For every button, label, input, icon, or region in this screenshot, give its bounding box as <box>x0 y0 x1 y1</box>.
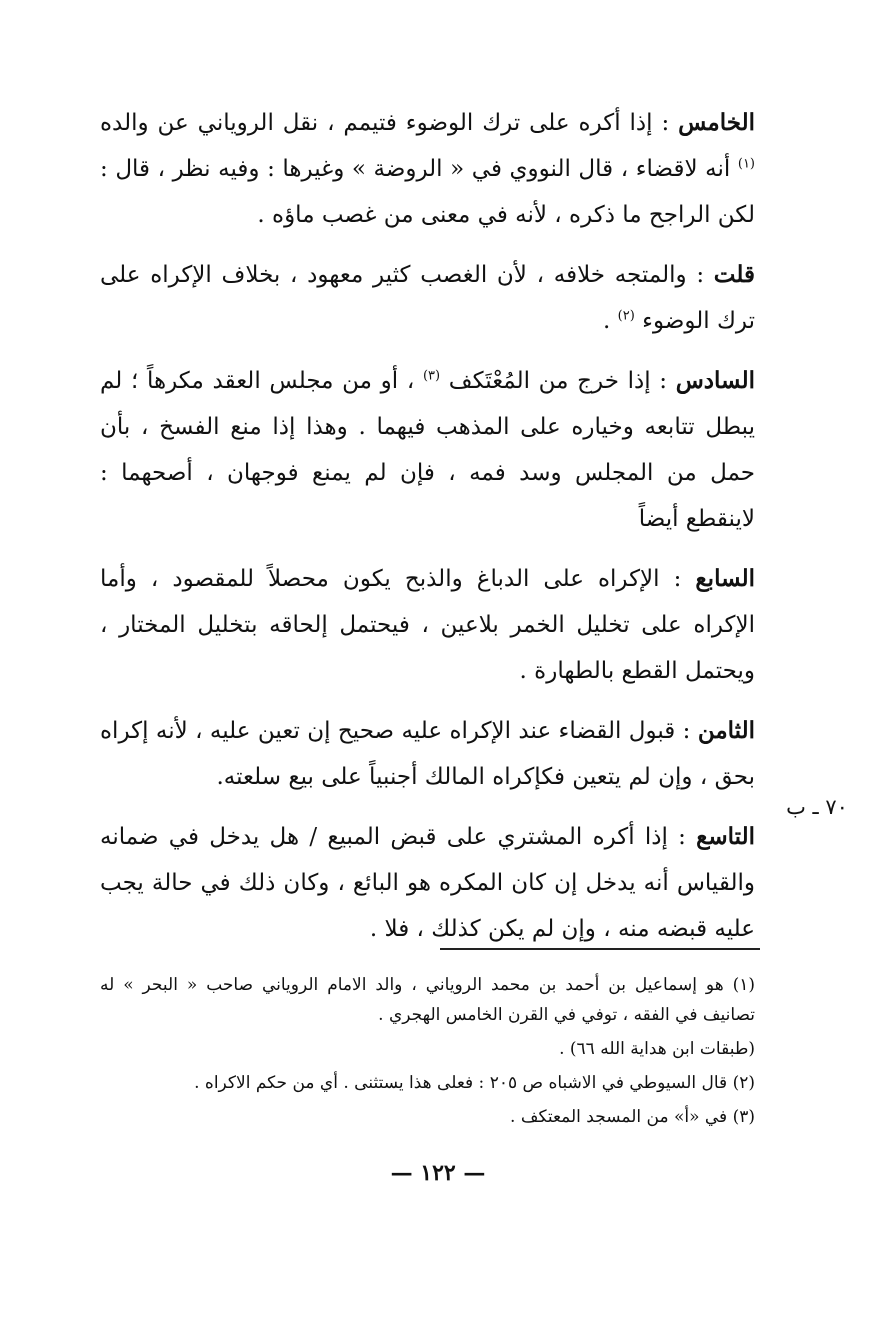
paragraph-lead: قلت <box>713 261 755 288</box>
footnote-3: (٣) في «أ» من المسجد المعتكف . <box>510 1107 755 1127</box>
paragraph-lead: الخامس <box>678 109 755 136</box>
paragraph-text: : قبول القضاء عند الإكراه عليه صحيح إن تعين عليه ، لأنه إكراه بحق ، وإن لم يتعين فكإكراه المالك أجنبياً على بيع سلعته. <box>100 718 755 790</box>
paragraph-text-continued: أنه لاقضاء ، قال النووي في « الروضة » وغيرها : وفيه نظر ، قال : لكن الراجح ما ذكره ، لأنه في معنى من غصب ماؤه . <box>100 156 755 228</box>
paragraph-seventh <box>100 556 755 694</box>
paragraph-lead: السابع <box>695 565 755 592</box>
paragraph-ninth <box>100 814 755 952</box>
footnote-divider <box>440 948 760 950</box>
paragraph-text-continued: ، أو من مجلس العقد مكرهاً ؛ لم يبطل تتابعه وخياره على المذهب فيهما . وهذا إذا منع الفسخ ، بأن حمل من المجلس وسد فمه ، فإن لم يمنع فوجهان ، أصحهما : لاينقطع أيضاً <box>100 368 755 532</box>
footnote-2: (٢) قال السيوطي في الاشباه ص ٢٠٥ : فعلى هذا يستثنى . أي من حكم الاكراه . <box>194 1073 755 1093</box>
footnotes <box>100 970 755 1136</box>
footnote-ref[interactable]: (٣) <box>422 368 441 384</box>
paragraph-text: : إذا أكره المشتري على قبض المبيع / هل يدخل في ضمانه والقياس أنه يدخل إن كان المكره هو البائع ، وكان ذلك في حالة يجب عليه قبضه منه ، وإن لم يكن كذلك ، فلا . <box>100 824 755 942</box>
manuscript-folio-marker: ٧٠ ـ ب <box>786 795 848 819</box>
paragraph-text: : الإكراه على الدباغ والذبح يكون محصلاً للمقصود ، وأما الإكراه على تخليل الخمر بلاعين ، فيحتمل إلحاقه بتخليل المختار ، ويحتمل القطع بالطهارة . <box>100 566 755 684</box>
paragraph-text: : والمتجه خلافه ، لأن الغصب كثير معهود ، بخلاف الإكراه على ترك الوضوء <box>100 262 755 334</box>
paragraph-eighth <box>100 708 755 800</box>
paragraph-sixth <box>100 358 755 542</box>
footnote-ref[interactable]: (١) <box>737 156 755 172</box>
paragraph-qultu <box>100 252 755 344</box>
paragraph-fifth <box>100 100 755 238</box>
paragraph-lead: الثامن <box>697 717 755 744</box>
paragraph-text: : إذا خرج من المُعْتَكف <box>440 368 676 394</box>
footnote-1-source: (طبقات ابن هداية الله ٦٦) . <box>559 1039 755 1059</box>
main-text <box>100 100 755 966</box>
paragraph-lead: السادس <box>675 367 755 394</box>
footnote-ref[interactable]: (٢) <box>617 308 635 324</box>
page-number: — ١٢٢ — <box>390 1160 486 1186</box>
paragraph-text: : إذا أكره على ترك الوضوء فتيمم ، نقل الروياني عن والده <box>100 110 679 136</box>
paragraph-lead: التاسع <box>696 823 755 850</box>
footnote-1: (١) هو إسماعيل بن أحمد بن محمد الروياني ، والد الامام الروياني صاحب « البحر » له تصانيف في الفقه ، توفي في القرن الخامس الهجري . <box>100 975 755 1025</box>
paragraph-text-continued: . <box>603 308 618 334</box>
